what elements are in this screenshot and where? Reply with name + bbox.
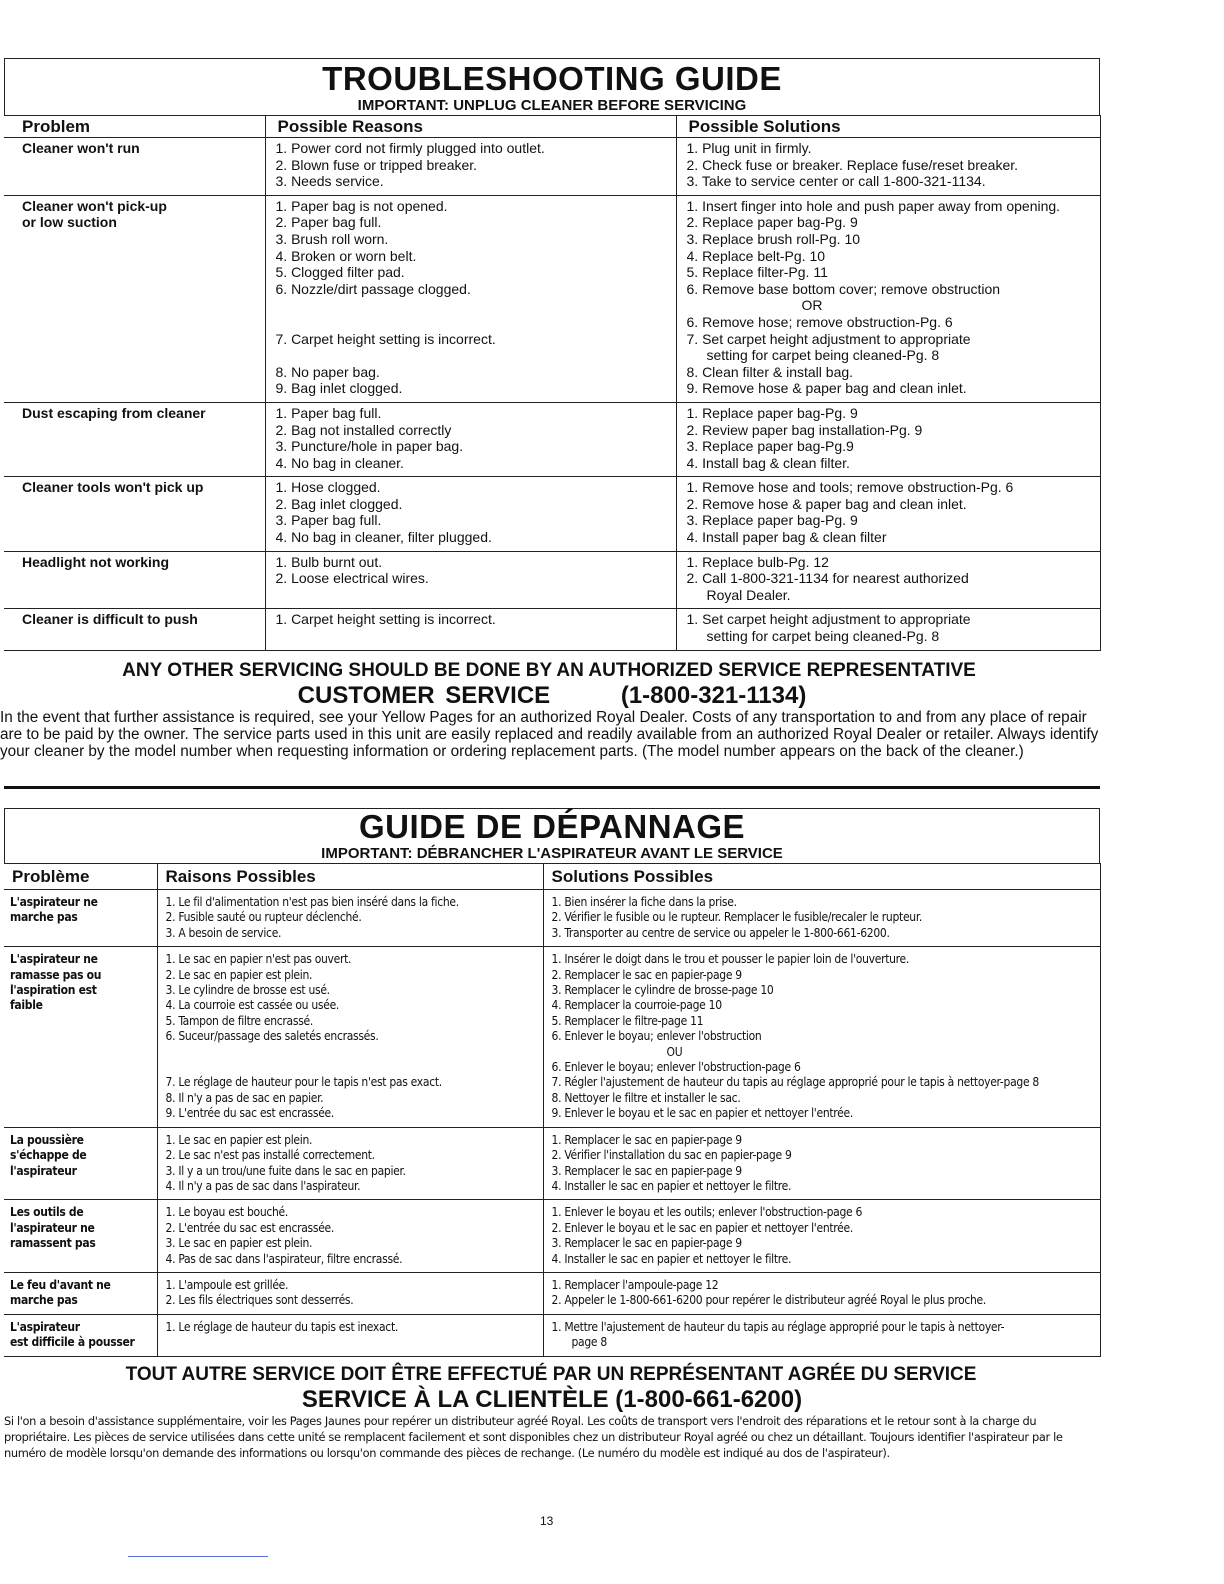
solutions-line: 6. Remove base bottom cover; remove obstruction (686, 280, 1001, 297)
solutions-cell (543, 947, 1100, 1127)
reasons-line: 3. Puncture/hole in paper bag. (275, 438, 464, 455)
solutions-line: 1. Remove hose and tools; remove obstruction-Pg. 6 (686, 479, 1014, 496)
solutions-line: 1. Enlever le boyau et les outils; enlever l'obstruction-page 6 (551, 1205, 863, 1220)
solutions-line: 2. Vérifier le fusible ou le rupteur. Remplacer le fusible/recaler le rupteur. (551, 910, 922, 925)
solutions-line: 1. Set carpet height adjustment to appropriate (686, 611, 971, 628)
solutions-line: 4. Installer le sac en papier et nettoyer le filtre. (551, 1178, 792, 1193)
problem-line: marche pas (10, 1293, 78, 1308)
reasons-line: 1. Hose clogged. (275, 479, 381, 496)
table-row (4, 609, 1100, 650)
depannage-title: GUIDE DE DÉPANNAGE (358, 808, 746, 845)
reasons-line: 1. L'ampoule est grillée. (165, 1277, 289, 1292)
reasons-line: 3. Brush roll worn. (275, 230, 389, 247)
reasons-line: 1. Bulb burnt out. (275, 553, 383, 570)
reasons-line: 1. Le réglage de hauteur du tapis est inexact. (165, 1319, 399, 1334)
reasons-line: 1. Le sac en papier est plein. (165, 1132, 313, 1147)
reasons-cell (157, 1127, 543, 1200)
solutions-line: 1. Plug unit in firmly. (686, 140, 812, 156)
solutions-cell (543, 1272, 1100, 1314)
reasons-line: 8. Il n'y a pas de sac en papier. (165, 1090, 324, 1105)
reasons-line: 2. Fusible sauté ou rupteur déclenché. (165, 910, 362, 925)
reasons-cell (265, 551, 676, 609)
unplug-warning: IMPORTANT: UNPLUG CLEANER BEFORE SERVICING (357, 97, 747, 114)
reasons-line: 4. La courroie est cassée ou usée. (165, 998, 340, 1013)
solutions-line: setting for carpet being cleaned-Pg. 8 (706, 628, 940, 645)
reasons-line: 7. Le réglage de hauteur pour le tapis n'est pas exact. (165, 1075, 442, 1090)
solutions-cell (676, 477, 1100, 551)
solutions-line: page 8 (571, 1335, 607, 1350)
debrancher-warning: IMPORTANT: DÉBRANCHER L'ASPIRATEUR AVANT LE SERVICE (321, 845, 783, 862)
solutions-line: 9. Enlever le boyau et le sac en papier et nettoyer l'entrée. (551, 1106, 853, 1121)
problem-cell (4, 551, 265, 609)
problem-line: Cleaner won't run (22, 140, 140, 156)
solutions-line: 1. Insérer le doigt dans le trou et pousser le papier loin de l'ouverture. (551, 952, 910, 967)
reasons-line: 5. Tampon de filtre encrassé. (165, 1013, 313, 1028)
problem-cell (4, 138, 265, 196)
reasons-line: 4. Il n'y a pas de sac dans l'aspirateur. (165, 1178, 361, 1193)
problem-line: s'échappe de (10, 1148, 87, 1163)
reasons-line: 2. Blown fuse or tripped breaker. (275, 156, 478, 173)
reasons-line: 3. A besoin de service. (165, 925, 282, 940)
problem-line: Cleaner is difficult to push (22, 611, 198, 628)
solutions-line: 2. Remove hose & paper bag and clean inlet. (686, 495, 967, 512)
page-number: 13 (540, 1514, 554, 1528)
reasons-line: 2. Paper bag full. (275, 214, 382, 231)
problem-cell (4, 1314, 157, 1356)
table-header-row (4, 864, 1100, 890)
solutions-line: 1. Remplacer le sac en papier-page 9 (551, 1132, 742, 1147)
solutions-line: 2. Vérifier l'installation du sac en papier-page 9 (551, 1148, 792, 1163)
solutions-line: 3. Replace paper bag-Pg. 9 (686, 512, 858, 529)
problem-line: Headlight not working (22, 553, 169, 570)
solutions-line: 1. Remplacer l'ampoule-page 12 (551, 1277, 719, 1292)
section-divider (4, 786, 1100, 789)
problem-cell (4, 609, 265, 650)
table-row (4, 1314, 1100, 1356)
problem-line: ramasse pas ou (10, 967, 102, 982)
problem-line: Le feu d'avant ne (10, 1277, 111, 1292)
problem-line: La poussière (10, 1132, 84, 1147)
solutions-line: 4. Install paper bag & clean filter (686, 529, 887, 546)
solutions-line: 3. Take to service center or call 1-800-321-1134. (686, 173, 986, 190)
reasons-line: 2. Bag not installed correctly (275, 421, 452, 438)
table-row (4, 477, 1100, 551)
solutions-line: 4. Install bag & clean filter. (686, 454, 850, 471)
solutions-line: 3. Replace paper bag-Pg.9 (686, 438, 854, 455)
solutions-line: setting for carpet being cleaned-Pg. 8 (706, 347, 940, 364)
problem-line: L'aspirateur ne (10, 952, 98, 967)
reasons-cell (157, 1200, 543, 1273)
reasons-line: 1. Le sac en papier n'est pas ouvert. (165, 952, 352, 967)
service-clientele-paragraph: Si l'on a besoin d'assistance supplémentaire, voir les Pages Jaunes pour repérer un distributeur agréé Royal. Les coûts de transport vers l'endroit des réparations et le retour sont à la charge du propriétaire. Les pièces de service utilisées dans cette unité se remplacent facilement et sont disponibles chez un distributeur Royal agréé ou chez un détaillant. Toujours identifier l'aspirateur par le numéro de modèle lorsqu'on demande des informations ou lorsqu'on commande des pièces de rechange. (Le numéro du modèle est indiqué au dos de l'aspirateur). (4, 1413, 1063, 1460)
customer-service-phone: (1-800-321-1134) (620, 681, 807, 709)
problem-line: or low suction (22, 214, 117, 231)
table-row (4, 1200, 1100, 1273)
authorized-service-notice: ANY OTHER SERVICING SHOULD BE DONE BY AN AUTHORIZED SERVICE REPRESENTATIVE (122, 659, 976, 681)
problem-cell (4, 890, 157, 947)
problem-cell (4, 1127, 157, 1200)
solutions-line: 2. Enlever le boyau et le sac en papier et nettoyer l'entrée. (551, 1220, 853, 1235)
solutions-line: 1. Replace bulb-Pg. 12 (686, 553, 829, 570)
problem-line: faible (10, 998, 43, 1013)
solutions-line: 2. Review paper bag installation-Pg. 9 (686, 421, 923, 438)
reasons-line: 1. Le fil d'alimentation n'est pas bien inséré dans la fiche. (165, 895, 459, 909)
table-row (4, 947, 1100, 1127)
reasons-line: 4. No bag in cleaner. (275, 454, 404, 471)
troubleshooting-header-box (4, 58, 1100, 115)
solutions-cell (676, 402, 1100, 476)
service-agree-notice: TOUT AUTRE SERVICE DOIT ÊTRE EFFECTUÉ PAR UN REPRÉSENTANT AGRÉE DU SERVICE (125, 1363, 977, 1385)
reasons-line: 3. Needs service. (275, 173, 384, 190)
solutions-line: 8. Nettoyer le filtre et installer le sac. (551, 1090, 741, 1105)
reasons-line: 4. Broken or worn belt. (275, 247, 417, 264)
reasons-line: 2. Les fils électriques sont desserrés. (165, 1293, 354, 1308)
reasons-line (276, 347, 670, 364)
reasons-cell (157, 947, 543, 1127)
reasons-line: 2. Le sac en papier est plein. (165, 967, 313, 982)
reasons-cell (265, 477, 676, 551)
reasons-cell (265, 195, 676, 402)
table-row (4, 195, 1100, 402)
reasons-line: 5. Clogged filter pad. (275, 264, 405, 281)
table-row (4, 1127, 1100, 1200)
solutions-line: 4. Installer le sac en papier et nettoyer le filtre. (551, 1251, 792, 1266)
reasons-cell (157, 1314, 543, 1356)
reasons-line (276, 297, 670, 314)
reasons-line: 8. No paper bag. (275, 363, 380, 380)
solutions-cell (543, 1314, 1100, 1356)
solutions-line: 7. Régler l'ajustement de hauteur du tapis au réglage approprié pour le tapis à nettoyer-page 8 (551, 1075, 1039, 1090)
table-row (4, 1272, 1100, 1314)
solutions-line: 4. Remplacer la courroie-page 10 (551, 998, 722, 1013)
solutions-line: 1. Replace paper bag-Pg. 9 (686, 404, 858, 421)
troubleshooting-table-body (4, 138, 1100, 651)
reasons-line: 9. L'entrée du sac est encrassée. (165, 1106, 335, 1121)
solutions-line: 3. Transporter au centre de service ou appeler le 1-800-661-6200. (551, 925, 890, 940)
problem-cell (4, 1200, 157, 1273)
reasons-cell (265, 609, 676, 650)
solutions-cell (543, 1200, 1100, 1273)
reasons-line: 2. Loose electrical wires. (275, 570, 429, 587)
reasons-line: 6. Nozzle/dirt passage clogged. (275, 280, 471, 297)
problem-line: L'aspirateur (10, 1319, 80, 1334)
solutions-cell (676, 551, 1100, 609)
reasons-line: 1. Paper bag is not opened. (275, 197, 448, 214)
solutions-line: 9. Remove hose & paper bag and clean inlet. (686, 380, 967, 397)
reasons-cell (265, 138, 676, 196)
column-header-problem: Problem (4, 116, 265, 138)
problem-line: l'aspirateur ne (10, 1220, 95, 1235)
reasons-line: 2. Le sac n'est pas installé correctement. (165, 1148, 375, 1163)
reasons-line: 1. Le boyau est bouché. (165, 1205, 289, 1220)
table-row (4, 551, 1100, 609)
guide-de-depannage-section (4, 808, 1100, 1461)
solutions-line: Royal Dealer. (706, 586, 791, 603)
column-header-raisons: Raisons Possibles (157, 864, 543, 890)
solutions-line: 1. Bien insérer la fiche dans la prise. (551, 895, 737, 909)
customer-service-label: CUSTOMER SERVICE (297, 681, 551, 709)
problem-line: Les outils de (10, 1205, 84, 1220)
problem-line: est difficile à pousser (10, 1335, 135, 1350)
solutions-line: 3. Remplacer le sac en papier-page 9 (551, 1163, 742, 1178)
column-header-solutions-possibles: Solutions Possibles (543, 864, 1100, 890)
reasons-line: 1. Paper bag full. (275, 404, 382, 421)
reasons-line: 6. Suceur/passage des saletés encrassés. (165, 1029, 379, 1044)
customer-service-paragraph: In the event that further assistance is required, see your Yellow Pages for an authorized Royal Dealer. Costs of any transportation to and from any place of repair are to be paid by the owner. The service parts used in this unit are easily replaced and readily available from an authorized Royal Dealer or retailer. Always identify your cleaner by the model number when requesting information or ordering replacement parts. (The model number appears on the back of the cleaner.) (0, 708, 1099, 760)
reasons-line (166, 1060, 539, 1075)
reasons-line: 9. Bag inlet clogged. (275, 380, 403, 397)
solutions-cell (676, 138, 1100, 196)
problem-cell (4, 477, 265, 551)
problem-line: l'aspiration est (10, 983, 97, 998)
solutions-cell (676, 195, 1100, 402)
solutions-line: 5. Replace filter-Pg. 11 (686, 264, 828, 281)
reasons-line: 7. Carpet height setting is incorrect. (275, 330, 496, 347)
reasons-line (276, 314, 670, 331)
reasons-line: 3. Le cylindre de brosse est usé. (165, 983, 330, 998)
table-row (4, 138, 1100, 196)
reasons-line (166, 1045, 539, 1060)
solutions-line: 4. Replace belt-Pg. 10 (686, 247, 826, 264)
depannage-header-box (4, 808, 1100, 863)
reasons-line: 1. Power cord not firmly plugged into outlet. (275, 140, 545, 156)
solutions-line: 3. Remplacer le sac en papier-page 9 (551, 1236, 742, 1251)
troubleshooting-guide-section (0, 58, 1100, 760)
solutions-line: 3. Remplacer le cylindre de brosse-page 10 (551, 983, 774, 998)
solutions-line: 6. Enlever le boyau; enlever l'obstruction (551, 1029, 762, 1044)
problem-line: marche pas (10, 910, 78, 925)
solutions-line: 2. Check fuse or breaker. Replace fuse/reset breaker. (686, 156, 1019, 173)
reasons-line: 4. No bag in cleaner, filter plugged. (275, 529, 492, 546)
reasons-line: 1. Carpet height setting is incorrect. (275, 611, 496, 628)
reasons-line: 2. L'entrée du sac est encrassée. (165, 1220, 335, 1235)
solutions-line: 6. Enlever le boyau; enlever l'obstruction-page 6 (551, 1060, 801, 1075)
solutions-line: 2. Appeler le 1-800-661-6200 pour repérer le distributeur agréé Royal le plus proche. (551, 1293, 987, 1308)
solutions-line: 8. Clean filter & install bag. (686, 363, 854, 380)
column-header-probleme: Problème (4, 864, 157, 890)
solutions-line: 5. Remplacer le filtre-page 11 (551, 1013, 704, 1028)
solutions-line: 1. Mettre l'ajustement de hauteur du tapis au réglage approprié pour le tapis à nettoyer- (551, 1319, 1005, 1334)
solutions-line: 6. Remove hose; remove obstruction-Pg. 6 (686, 313, 953, 330)
reasons-line: 3. Il y a un trou/une fuite dans le sac en papier. (165, 1163, 406, 1178)
problem-line: Dust escaping from cleaner (22, 404, 206, 421)
problem-line: Cleaner tools won't pick up (22, 479, 204, 496)
problem-cell (4, 195, 265, 402)
reasons-line: 3. Le sac en papier est plein. (165, 1236, 313, 1251)
solutions-line: OR (801, 297, 823, 314)
depannage-table (4, 863, 1101, 1357)
reasons-cell (157, 1272, 543, 1314)
table-row (4, 890, 1100, 947)
service-clientele-heading: SERVICE À LA CLIENTÈLE (1-800-661-6200) (301, 1385, 803, 1413)
problem-cell (4, 1272, 157, 1314)
problem-line: ramassent pas (10, 1236, 96, 1251)
column-header-reasons: Possible Reasons (265, 116, 676, 138)
table-row (4, 402, 1100, 476)
troubleshooting-title: TROUBLESHOOTING GUIDE (322, 60, 782, 97)
solutions-line: 2. Remplacer le sac en papier-page 9 (551, 967, 742, 982)
depannage-table-body (4, 890, 1100, 1357)
footer-rule (128, 1556, 268, 1557)
problem-cell (4, 947, 157, 1127)
reasons-cell (265, 402, 676, 476)
problem-cell (4, 402, 265, 476)
solutions-line: 1. Insert finger into hole and push paper away from opening. (686, 197, 1061, 214)
solutions-line: 3. Replace brush roll-Pg. 10 (686, 230, 861, 247)
solutions-line: OU (666, 1044, 683, 1059)
table-header-row (4, 116, 1100, 138)
solutions-line: 7. Set carpet height adjustment to appropriate (686, 330, 971, 347)
customer-service-heading (4, 683, 1100, 709)
solutions-line: 2. Call 1-800-321-1134 for nearest authorized (686, 570, 969, 587)
solutions-cell (543, 890, 1100, 947)
solutions-cell (543, 1127, 1100, 1200)
problem-line: L'aspirateur ne (10, 895, 98, 909)
reasons-cell (157, 890, 543, 947)
solutions-line: 2. Replace paper bag-Pg. 9 (686, 214, 858, 231)
reasons-line: 3. Paper bag full. (275, 512, 382, 529)
column-header-solutions: Possible Solutions (676, 116, 1100, 138)
troubleshooting-table (4, 115, 1101, 651)
solutions-cell (676, 609, 1100, 650)
problem-line: Cleaner won't pick-up (22, 197, 167, 214)
reasons-line: 4. Pas de sac dans l'aspirateur, filtre encrassé. (165, 1251, 403, 1266)
reasons-line: 2. Bag inlet clogged. (275, 495, 403, 512)
problem-line: l'aspirateur (10, 1163, 77, 1178)
